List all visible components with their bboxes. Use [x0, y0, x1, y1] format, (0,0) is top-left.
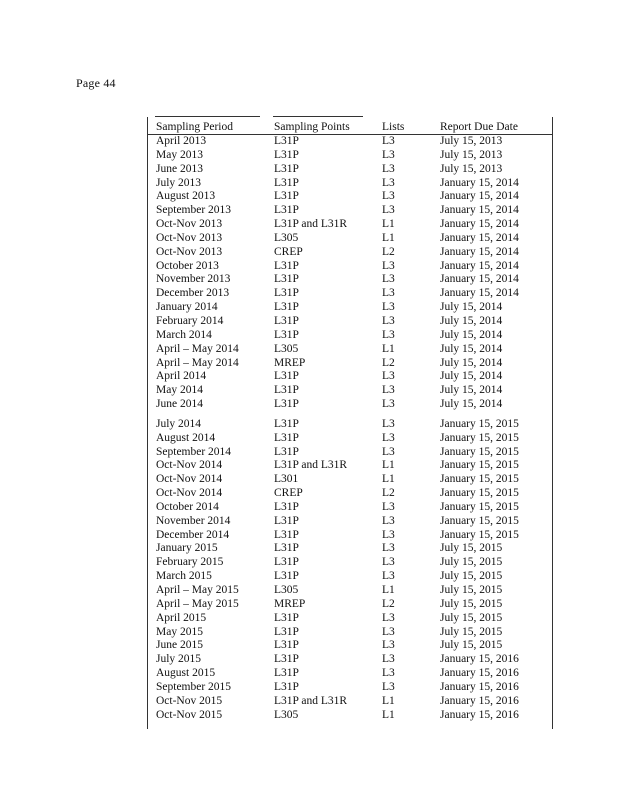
table-row — [148, 370, 552, 384]
cell-sampling-points: L31P — [274, 162, 299, 175]
cell-sampling-period: September 2014 — [156, 445, 232, 458]
table-row — [148, 273, 552, 287]
cell-sampling-period: Oct-Nov 2014 — [156, 459, 223, 472]
table-row — [148, 584, 552, 598]
cell-lists: L3 — [382, 500, 395, 513]
cell-sampling-period: February 2015 — [156, 556, 224, 569]
cell-lists: L3 — [382, 514, 395, 527]
cell-sampling-period: January 2014 — [156, 301, 218, 314]
table-row — [148, 653, 552, 667]
cell-sampling-points: L31P — [274, 148, 299, 161]
table-row — [148, 398, 552, 412]
cell-lists: L3 — [382, 135, 395, 147]
cell-sampling-period: October 2014 — [156, 500, 219, 513]
table-row — [148, 287, 552, 301]
cell-sampling-period: June 2013 — [156, 162, 203, 175]
cell-sampling-period: January 2015 — [156, 542, 218, 555]
cell-sampling-points: L31P — [274, 370, 299, 383]
table-row — [148, 612, 552, 626]
cell-lists: L3 — [382, 162, 395, 175]
cell-sampling-points: L305 — [274, 342, 299, 355]
cell-sampling-points: CREP — [274, 245, 303, 258]
cell-sampling-period: July 2015 — [156, 653, 202, 666]
cell-report-due-date: July 15, 2015 — [440, 611, 503, 624]
cell-report-due-date: July 15, 2015 — [440, 556, 503, 569]
cell-lists: L2 — [382, 487, 395, 500]
table-row — [148, 163, 552, 177]
cell-lists: L1 — [382, 231, 395, 244]
cell-sampling-points: L31P — [274, 301, 299, 314]
cell-report-due-date: January 15, 2015 — [440, 459, 519, 472]
cell-report-due-date: January 15, 2015 — [440, 514, 519, 527]
table-row — [148, 487, 552, 501]
cell-sampling-period: October 2013 — [156, 259, 219, 272]
table-row — [148, 357, 552, 371]
cell-sampling-points: L31P — [274, 287, 299, 300]
cell-report-due-date: July 15, 2015 — [440, 570, 503, 583]
cell-lists: L1 — [382, 459, 395, 472]
cell-lists: L1 — [382, 708, 395, 721]
cell-sampling-period: April – May 2015 — [156, 584, 239, 596]
table-row — [148, 556, 552, 570]
cell-sampling-points: L31P — [274, 639, 299, 652]
cell-report-due-date: July 15, 2015 — [440, 584, 503, 596]
cell-sampling-points: L31P — [274, 273, 299, 286]
cell-lists: L3 — [382, 328, 395, 341]
cell-sampling-period: March 2015 — [156, 570, 212, 583]
cell-sampling-period: August 2013 — [156, 190, 216, 203]
cell-lists: L3 — [382, 445, 395, 458]
cell-lists: L1 — [382, 694, 395, 707]
cell-report-due-date: July 15, 2014 — [440, 328, 503, 341]
cell-sampling-points: L31P — [274, 431, 299, 444]
table-row — [148, 315, 552, 329]
table-row — [148, 598, 552, 612]
cell-sampling-period: Oct-Nov 2013 — [156, 231, 223, 244]
cell-report-due-date: January 15, 2016 — [440, 694, 519, 707]
cell-report-due-date: January 15, 2016 — [440, 680, 519, 693]
cell-report-due-date: July 15, 2014 — [440, 342, 503, 355]
table-row — [148, 515, 552, 529]
cell-sampling-period: Oct-Nov 2015 — [156, 694, 223, 707]
cell-sampling-period: February 2014 — [156, 314, 224, 327]
cell-sampling-period: April – May 2015 — [156, 597, 239, 610]
header-sampling-points: Sampling Points — [274, 117, 382, 135]
cell-report-due-date: January 15, 2016 — [440, 653, 519, 666]
table-row — [148, 681, 552, 695]
cell-report-due-date: January 15, 2015 — [440, 500, 519, 513]
cell-report-due-date: January 15, 2015 — [440, 487, 519, 500]
cell-sampling-period: April – May 2014 — [156, 356, 239, 369]
cell-report-due-date: January 15, 2015 — [440, 417, 519, 430]
cell-lists: L3 — [382, 680, 395, 693]
cell-lists: L3 — [382, 204, 395, 217]
cell-sampling-period: March 2014 — [156, 328, 212, 341]
header-report-due-date: Report Due Date — [440, 117, 552, 135]
cell-report-due-date: January 15, 2015 — [440, 473, 519, 486]
table-row — [148, 149, 552, 163]
cell-sampling-points: MREP — [274, 356, 306, 369]
cell-sampling-points: L31P and L31R — [274, 218, 348, 231]
cell-lists: L2 — [382, 356, 395, 369]
cell-lists: L3 — [382, 176, 395, 189]
cell-sampling-points: L31P — [274, 384, 299, 397]
table-row — [148, 473, 552, 487]
cell-sampling-points: L31P — [274, 135, 299, 147]
cell-report-due-date: January 15, 2014 — [440, 218, 519, 231]
cell-report-due-date: July 15, 2015 — [440, 625, 503, 638]
table-row — [148, 204, 552, 218]
table-row — [148, 501, 552, 515]
cell-sampling-period: July 2014 — [156, 417, 202, 430]
table-row — [148, 232, 552, 246]
cell-report-due-date: January 15, 2015 — [440, 431, 519, 444]
cell-report-due-date: July 15, 2014 — [440, 356, 503, 369]
cell-report-due-date: July 15, 2013 — [440, 135, 503, 147]
cell-sampling-period: September 2013 — [156, 204, 232, 217]
cell-report-due-date: July 15, 2014 — [440, 384, 503, 397]
cell-sampling-period: June 2014 — [156, 398, 203, 411]
cell-sampling-period: May 2013 — [156, 148, 203, 161]
cell-sampling-points: L31P — [274, 204, 299, 217]
cell-sampling-period: September 2015 — [156, 680, 232, 693]
cell-report-due-date: January 15, 2016 — [440, 667, 519, 680]
cell-lists: L3 — [382, 314, 395, 327]
cell-sampling-period: Oct-Nov 2014 — [156, 487, 223, 500]
cell-lists: L3 — [382, 384, 395, 397]
cell-report-due-date: January 15, 2014 — [440, 231, 519, 244]
cell-sampling-period: November 2014 — [156, 514, 231, 527]
cell-sampling-period: June 2015 — [156, 639, 203, 652]
table-row — [148, 329, 552, 343]
cell-lists: L3 — [382, 653, 395, 666]
cell-sampling-points: L31P — [274, 625, 299, 638]
cell-sampling-period: April 2013 — [156, 135, 207, 147]
cell-lists: L3 — [382, 287, 395, 300]
cell-sampling-period: April 2014 — [156, 370, 207, 383]
cell-sampling-points: L31P — [274, 514, 299, 527]
table-row — [148, 459, 552, 473]
cell-lists: L3 — [382, 431, 395, 444]
cell-lists: L3 — [382, 625, 395, 638]
cell-lists: L3 — [382, 639, 395, 652]
cell-sampling-period: December 2013 — [156, 287, 230, 300]
cell-sampling-period: Oct-Nov 2013 — [156, 218, 223, 231]
cell-sampling-period: July 2013 — [156, 176, 202, 189]
cell-lists: L3 — [382, 273, 395, 286]
cell-sampling-period: April 2015 — [156, 611, 207, 624]
table-row — [148, 412, 552, 432]
table-row — [148, 709, 552, 723]
table-row — [148, 384, 552, 398]
sampling-schedule-table — [147, 117, 553, 729]
cell-lists: L3 — [382, 417, 395, 430]
cell-sampling-points: CREP — [274, 487, 303, 500]
cell-report-due-date: January 15, 2014 — [440, 245, 519, 258]
cell-sampling-points: MREP — [274, 597, 306, 610]
cell-report-due-date: July 15, 2014 — [440, 314, 503, 327]
cell-report-due-date: July 15, 2015 — [440, 542, 503, 555]
cell-sampling-points: L31P — [274, 570, 299, 583]
cell-lists: L3 — [382, 370, 395, 383]
table-row — [148, 343, 552, 357]
cell-report-due-date: January 15, 2014 — [440, 204, 519, 217]
table-row — [148, 570, 552, 584]
table-row — [148, 446, 552, 460]
table-row — [148, 667, 552, 681]
cell-sampling-points: L31P — [274, 500, 299, 513]
cell-report-due-date: July 15, 2013 — [440, 162, 503, 175]
cell-sampling-points: L305 — [274, 231, 299, 244]
cell-sampling-points: L31P — [274, 314, 299, 327]
cell-lists: L3 — [382, 148, 395, 161]
cell-sampling-period: November 2013 — [156, 273, 231, 286]
table-row — [148, 639, 552, 653]
cell-sampling-period: Oct-Nov 2015 — [156, 708, 223, 721]
cell-report-due-date: July 15, 2014 — [440, 301, 503, 314]
cell-sampling-points: L31P and L31R — [274, 694, 348, 707]
cell-sampling-points: L305 — [274, 584, 299, 596]
cell-sampling-points: L31P — [274, 528, 299, 541]
cell-sampling-period: August 2014 — [156, 431, 216, 444]
cell-sampling-points: L31P — [274, 398, 299, 411]
cell-sampling-period: December 2014 — [156, 528, 230, 541]
cell-report-due-date: January 15, 2014 — [440, 259, 519, 272]
cell-sampling-points: L31P — [274, 611, 299, 624]
cell-sampling-points: L31P — [274, 653, 299, 666]
cell-sampling-points: L31P and L31R — [274, 459, 348, 472]
cell-report-due-date: January 15, 2014 — [440, 287, 519, 300]
cell-sampling-points: L31P — [274, 328, 299, 341]
cell-sampling-points: L31P — [274, 542, 299, 555]
cell-sampling-period: May 2014 — [156, 384, 203, 397]
cell-sampling-points: L31P — [274, 190, 299, 203]
table-row — [148, 135, 552, 149]
cell-lists: L2 — [382, 597, 395, 610]
cell-lists: L3 — [382, 570, 395, 583]
table-row — [148, 177, 552, 191]
table-header-row — [148, 117, 552, 135]
table-row — [148, 542, 552, 556]
table-row — [148, 246, 552, 260]
cell-report-due-date: January 15, 2014 — [440, 190, 519, 203]
cell-lists: L3 — [382, 528, 395, 541]
cell-sampling-points: L301 — [274, 473, 299, 486]
cell-lists: L3 — [382, 301, 395, 314]
cell-report-due-date: January 15, 2015 — [440, 528, 519, 541]
cell-lists: L1 — [382, 218, 395, 231]
cell-sampling-points: L31P — [274, 445, 299, 458]
cell-sampling-points: L31P — [274, 259, 299, 272]
cell-sampling-points: L31P — [274, 667, 299, 680]
header-sampling-period: Sampling Period — [148, 117, 274, 135]
cell-report-due-date: January 15, 2014 — [440, 273, 519, 286]
cell-report-due-date: January 15, 2016 — [440, 708, 519, 721]
cell-report-due-date: January 15, 2014 — [440, 176, 519, 189]
cell-lists: L1 — [382, 342, 395, 355]
cell-lists: L3 — [382, 398, 395, 411]
cell-report-due-date: July 15, 2015 — [440, 639, 503, 652]
cell-sampling-points: L31P — [274, 417, 299, 430]
cell-lists: L3 — [382, 556, 395, 569]
cell-lists: L3 — [382, 667, 395, 680]
table-row — [148, 190, 552, 204]
cell-sampling-period: Oct-Nov 2013 — [156, 245, 223, 258]
cell-lists: L1 — [382, 473, 395, 486]
table-row — [148, 695, 552, 709]
cell-sampling-period: August 2015 — [156, 667, 216, 680]
cell-report-due-date: July 15, 2015 — [440, 597, 503, 610]
cell-lists: L2 — [382, 245, 395, 258]
cell-sampling-points: L31P — [274, 176, 299, 189]
table-row — [148, 260, 552, 274]
cell-report-due-date: January 15, 2015 — [440, 445, 519, 458]
cell-sampling-period: April – May 2014 — [156, 342, 239, 355]
cell-lists: L3 — [382, 259, 395, 272]
table-row — [148, 218, 552, 232]
cell-sampling-points: L305 — [274, 708, 299, 721]
cell-report-due-date: July 15, 2013 — [440, 148, 503, 161]
cell-sampling-points: L31P — [274, 680, 299, 693]
cell-sampling-points: L31P — [274, 556, 299, 569]
cell-lists: L1 — [382, 584, 395, 596]
table-row — [148, 432, 552, 446]
cell-lists: L3 — [382, 190, 395, 203]
table-row — [148, 626, 552, 640]
cell-report-due-date: July 15, 2014 — [440, 398, 503, 411]
cell-sampling-period: May 2015 — [156, 625, 203, 638]
cell-sampling-period: Oct-Nov 2014 — [156, 473, 223, 486]
table-row — [148, 529, 552, 543]
cell-lists: L3 — [382, 542, 395, 555]
table-row — [148, 301, 552, 315]
page-label: Page 44 — [76, 76, 116, 90]
header-lists: Lists — [382, 117, 440, 135]
cell-report-due-date: July 15, 2014 — [440, 370, 503, 383]
cell-lists: L3 — [382, 611, 395, 624]
